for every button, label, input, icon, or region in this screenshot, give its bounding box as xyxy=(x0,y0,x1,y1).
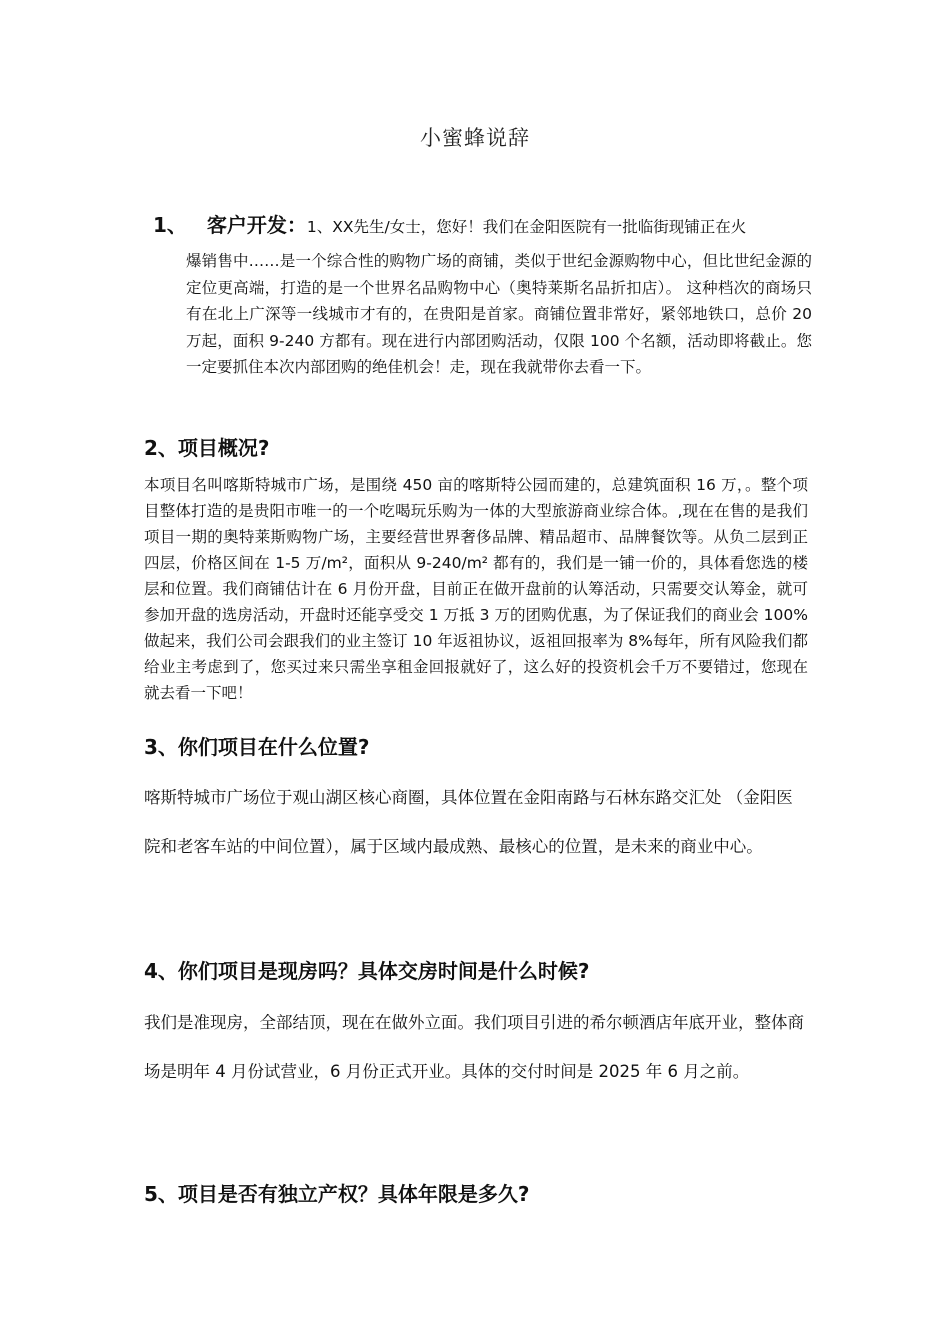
page-title: 小蜜蜂说辞 xyxy=(420,126,530,150)
section-1-number: 1、 xyxy=(153,213,187,237)
section-4-body: 我们是准现房，全部结顶，现在在做外立面。我们项目引进的希尔顿酒店年底开业，整体商场是明年 4 月份试营业，6 月份正式开业。具体的交付时间是 2025 年 6 月之前。 xyxy=(144,1013,804,1081)
section-5-heading: 5、项目是否有独立产权？具体年限是多久? xyxy=(144,1182,530,1206)
section-4-heading: 4、你们项目是现房吗？具体交房时间是什么时候? xyxy=(144,959,590,983)
section-1-label: 客户开发： xyxy=(206,213,307,237)
section-1-lead: 1、XX先生/女士，您好！我们在金阳医院有一批临街现铺正在火 xyxy=(306,218,747,236)
section-1-body: 爆销售中……是一个综合性的购物广场的商铺，类似于世纪金源购物中心，但比世纪金源的定位更高端，打造的是一个世界名品购物中心（奥特莱斯名品折扣店）。 这种档次的商场只有在北上广深等一线城市才有的，在贵阳是首家。商铺位置非常好，紧邻地铁口，总价 20 万起，面积 9-240 方都有。现在进行内部团购活动，仅限 100 个名额，活动即将截止。您一定要抓住本次内部团购的绝佳机会！走，现在我就带你去看一下。 xyxy=(186,252,812,376)
section-2-heading: 2、项目概况? xyxy=(144,436,270,460)
section-3-body: 喀斯特城市广场位于观山湖区核心商圈，具体位置在金阳南路与石林东路交汇处 （金阳医院和老客车站的中间位置），属于区域内最成熟、最核心的位置，是未来的商业中心。 xyxy=(144,788,793,856)
section-3-heading: 3、你们项目在什么位置? xyxy=(144,735,370,759)
section-1-heading xyxy=(153,212,813,240)
section-2-body: 本项目名叫喀斯特城市广场，是围绕 450 亩的喀斯特公园而建的，总建筑面积 16 万，。整个项目整体打造的是贵阳市唯一的一个吃喝玩乐购为一体的大型旅游商业综合体。,现在在售的是我们项目一期的奥特莱斯购物广场，主要经营世界奢侈品牌、精品超市、品牌餐饮等。从负二层到正四层，价格区间在 1-5 万/m²，面积从 9-240/m² 都有的，我们是一铺一价的，具体看您选的楼层和位置。我们商铺估计在 6 月份开盘，目前正在做开盘前的认筹活动，只需要交认筹金，就可参加开盘的选房活动，开盘时还能享受交 1 万抵 3 万的团购优惠，为了保证我们的商业会 100%做起来，我们公司会跟我们的业主签订 10 年返祖协议，返祖回报率为 8%每年，所有风险我们都给业主考虑到了，您买过来只需坐享租金回报就好了，这么好的投资机会千万不要错过，您现在就去看一下吧！ xyxy=(144,476,808,702)
